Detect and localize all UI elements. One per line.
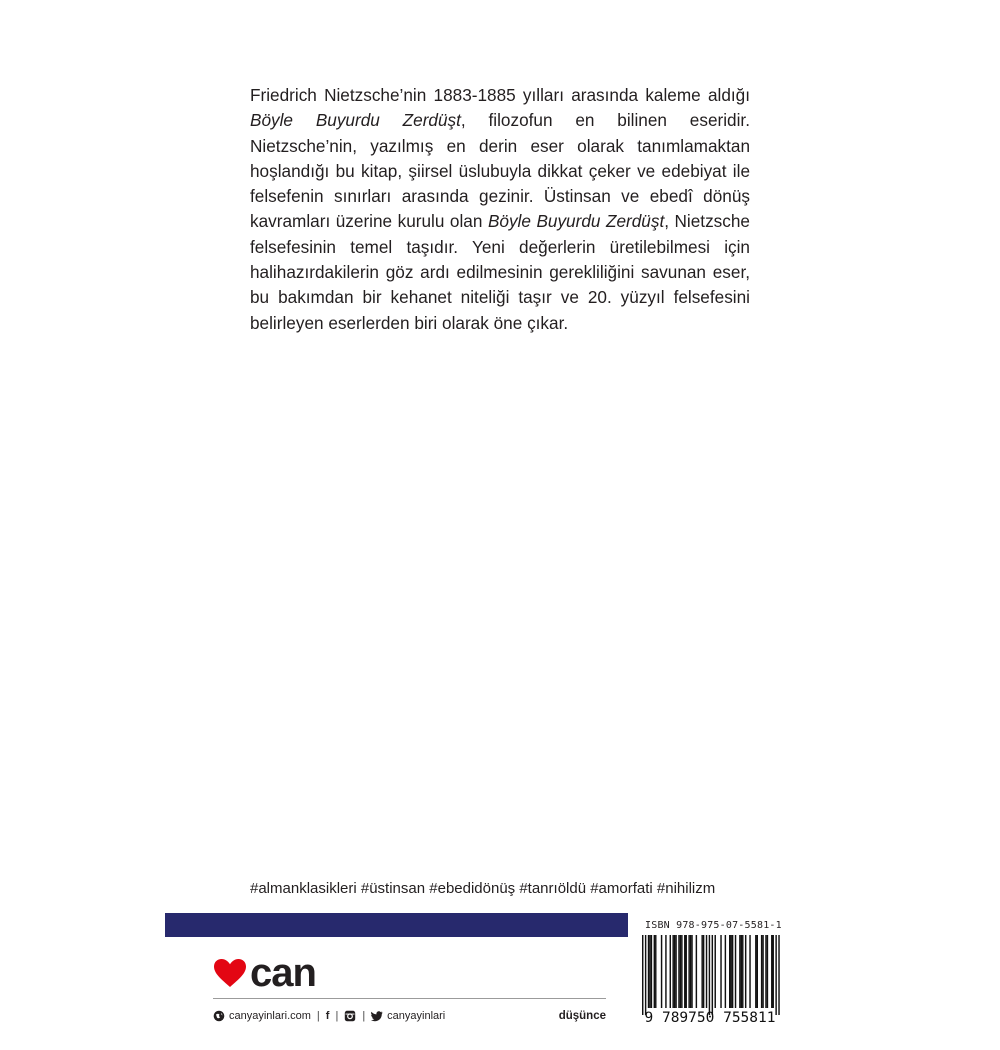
- barcode-bar: [762, 935, 763, 1008]
- barcode-bar: [709, 935, 710, 1015]
- barcode-bar: [645, 935, 646, 1015]
- barcode-bar: [670, 935, 671, 1008]
- barcode-bar: [730, 935, 731, 1008]
- logo-wordmark: can: [250, 951, 316, 995]
- barcode-bar: [696, 935, 697, 1008]
- barcode-bar: [674, 935, 675, 1008]
- barcode-bar: [691, 935, 692, 1008]
- category-label: düşünce: [558, 1010, 606, 1022]
- barcode-bar: [706, 935, 707, 1008]
- barcode-bar: [757, 935, 758, 1008]
- isbn-text: ISBN 978-975-07-5581-1: [645, 920, 782, 931]
- blurb-text-3: , Nietzsche felsefesinin temel taşıdır. Yeni değerlerin üretilebilmesi için halihazırdakilerin göz ardı edilmesinin gerekliliğini savunan eser, bu bakımdan bir kehanet niteliği taşır ve 20. yüzyıl felsefesini belirleyen eserlerden biri olarak öne çıkar.: [250, 211, 750, 333]
- barcode-bar: [680, 935, 681, 1008]
- twitter-icon[interactable]: [371, 1010, 383, 1022]
- barcode-bar: [720, 935, 721, 1008]
- barcode-bar: [771, 935, 772, 1008]
- barcode-bar: [672, 935, 673, 1008]
- barcode-bar: [745, 935, 746, 1008]
- barcode-bar: [742, 935, 743, 1008]
- barcode-bar: [688, 935, 689, 1008]
- footer-separator: |: [316, 1010, 320, 1022]
- facebook-icon[interactable]: f: [325, 1010, 330, 1022]
- barcode-bar: [642, 935, 643, 1015]
- hashtags: #almanklasikleri #üstinsan #ebedidönüş #tanrıöldü #amorfati #nihilizm: [250, 880, 716, 897]
- barcode-bar: [741, 935, 742, 1008]
- barcode-bar: [686, 935, 687, 1008]
- barcode-bar: [655, 935, 656, 1008]
- navy-band: [165, 913, 628, 937]
- barcode-bar: [701, 935, 702, 1008]
- barcode-bar: [773, 935, 774, 1008]
- blurb-text-1: Friedrich Nietzsche’nin 1883-1885 yılları arasında kaleme aldığı: [250, 85, 750, 105]
- barcode-bar: [712, 935, 713, 1015]
- footer-divider: [213, 998, 606, 999]
- barcode-bar: [765, 935, 766, 1008]
- website-link[interactable]: canyayinlari.com: [229, 1010, 311, 1022]
- instagram-icon[interactable]: [344, 1010, 356, 1022]
- ean13-barcode: [634, 934, 786, 1024]
- barcode-bar: [715, 935, 716, 1008]
- barcode-bar: [654, 935, 655, 1008]
- barcode-bar: [725, 935, 726, 1008]
- barcode-bar: [651, 935, 652, 1008]
- blurb-text-2: , filozofun en bilinen eseridir. Nietzsche’nin, yazılmış en derin eser olarak tanımlamaktan hoşlandığı bu kitap, şiirsel üslubuyla dikkat çeker ve edebiyat ile felsefenin sınırları arasında gezinir. Üstinsan ve ebedî dönüş kavramları üzerine kurulu olan: [250, 110, 750, 232]
- heart-icon: [213, 958, 247, 988]
- barcode-bar: [690, 935, 691, 1008]
- barcode-bar: [684, 935, 685, 1008]
- barcode-bar: [761, 935, 762, 1008]
- barcode-bar: [649, 935, 650, 1008]
- barcode-bar: [775, 935, 776, 1015]
- barcode-bar: [678, 935, 679, 1008]
- barcode-bar: [703, 935, 704, 1008]
- barcode-bar: [648, 935, 649, 1008]
- book-title-italic-2: Böyle Buyurdu Zerdüşt: [487, 211, 665, 232]
- publisher-footer: [213, 1007, 606, 1025]
- barcode-bar: [739, 935, 740, 1008]
- barcode-bar: [749, 935, 750, 1008]
- barcode-bar: [729, 935, 730, 1008]
- book-title-italic-1: Böyle Buyurdu Zerdüşt: [250, 110, 461, 131]
- barcode-digits: 9 789750 755811: [644, 1010, 776, 1024]
- barcode-bar: [778, 935, 779, 1015]
- back-cover-blurb: [250, 83, 750, 336]
- publisher-logo: [213, 953, 331, 993]
- barcode-bar: [665, 935, 666, 1008]
- barcode-bar: [755, 935, 756, 1008]
- barcode-bar: [732, 935, 733, 1008]
- footer-separator: |: [362, 1010, 366, 1022]
- globe-icon: [213, 1010, 225, 1022]
- barcode-bar: [675, 935, 676, 1008]
- barcode-bar: [767, 935, 768, 1008]
- barcode-bar: [661, 935, 662, 1008]
- footer-separator: |: [335, 1010, 339, 1022]
- barcode-bar: [681, 935, 682, 1008]
- barcode-bar: [735, 935, 736, 1008]
- twitter-handle-link[interactable]: canyayinlari: [387, 1010, 446, 1022]
